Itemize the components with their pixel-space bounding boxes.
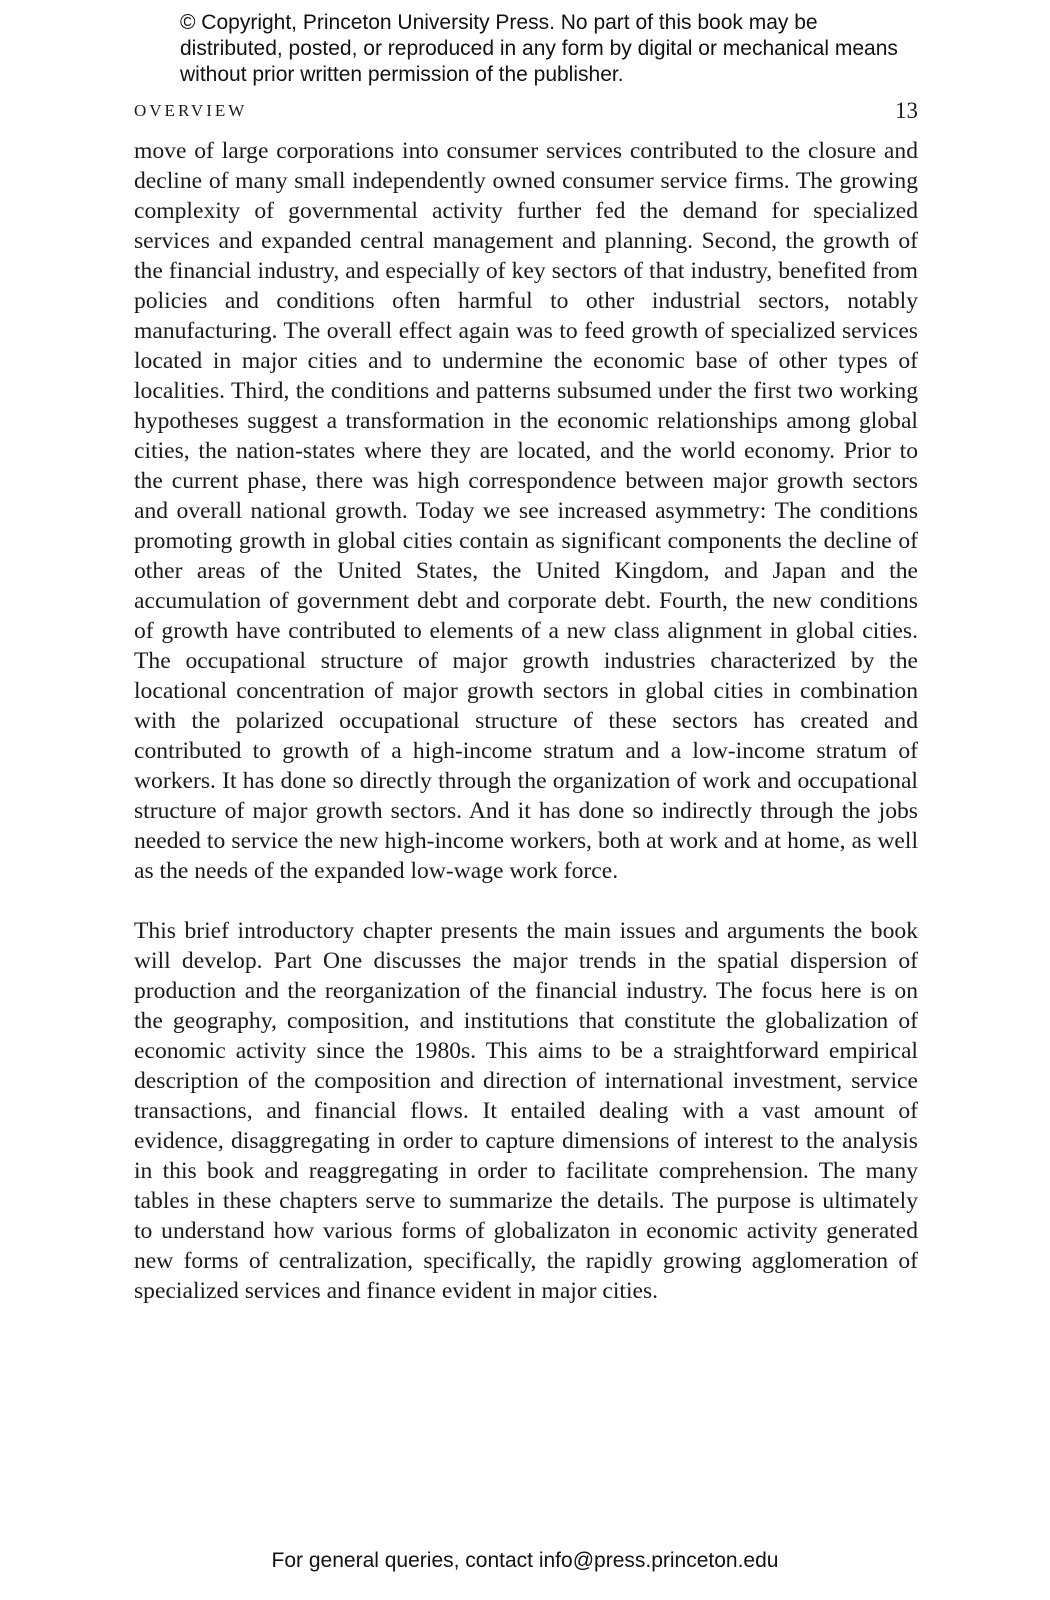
body-text: [134, 136, 918, 1306]
page-number: 13: [895, 98, 918, 123]
footer-contact: For general queries, contact info@press.princeton.edu: [271, 1549, 779, 1572]
copyright-notice: © Copyright, Princeton University Press. No part of this book may be distributed, posted, or reproduced in any form by digital or mechanical means without prior written permission of the publisher.: [180, 11, 898, 86]
paragraph: This brief introductory chapter presents the main issues and arguments the book will develop. Part One discusses the major trends in the spatial dispersion of production and the reorganization of the financial industry. The focus here is on the geography, composition, and institutions that constitute the globalization of economic activity since the 1980s. This aims to be a straightforward empirical description of the composition and direction of international investment, service transactions, and financial flows. It entailed dealing with a vast amount of evidence, disaggregating in order to capture dimensions of interest to the analysis in this book and reaggregating in order to facilitate comprehension. The many tables in these chapters serve to summarize the details. The purpose is ultimately to understand how various forms of globalizaton in economic activity generated new forms of centralization, specifically, the rapidly growing agglomeration of specialized services and finance evident in major cities.: [134, 918, 918, 1304]
running-head: [134, 97, 918, 125]
running-title: OVERVIEW: [134, 101, 248, 120]
paragraph: move of large corporations into consumer services contributed to the closure and decline of many small independently owned consumer service firms. The growing complexity of governmental activity further fed the demand for specialized services and expanded central management and planning. Second, the growth of the financial industry, and especially of key sectors of that industry, benefited from policies and conditions often harmful to other industrial sectors, notably manufacturing. The overall effect again was to feed growth of specialized services located in major cities and to undermine the economic base of other types of localities. Third, the conditions and patterns subsumed under the first two working hypotheses suggest a transformation in the economic relationships among global cities, the nation-states where they are located, and the world economy. Prior to the current phase, there was high correspondence between major growth sectors and overall national growth. Today we see increased asymmetry: The conditions promoting growth in global cities contain as significant components the decline of other areas of the United States, the United Kingdom, and Japan and the accumulation of government debt and corporate debt. Fourth, the new conditions of growth have contributed to elements of a new class alignment in global cities. The occupational structure of major growth industries characterized by the locational concentration of major growth sectors in global cities in combination with the polarized occupational structure of these sectors has created and contributed to growth of a high-income stratum and a low-income stratum of workers. It has done so directly through the organization of work and occupational structure of major growth sectors. And it has done so indirectly through the jobs needed to service the new high-income workers, both at work and at home, as well as the needs of the expanded low-wage work force.: [134, 138, 918, 884]
